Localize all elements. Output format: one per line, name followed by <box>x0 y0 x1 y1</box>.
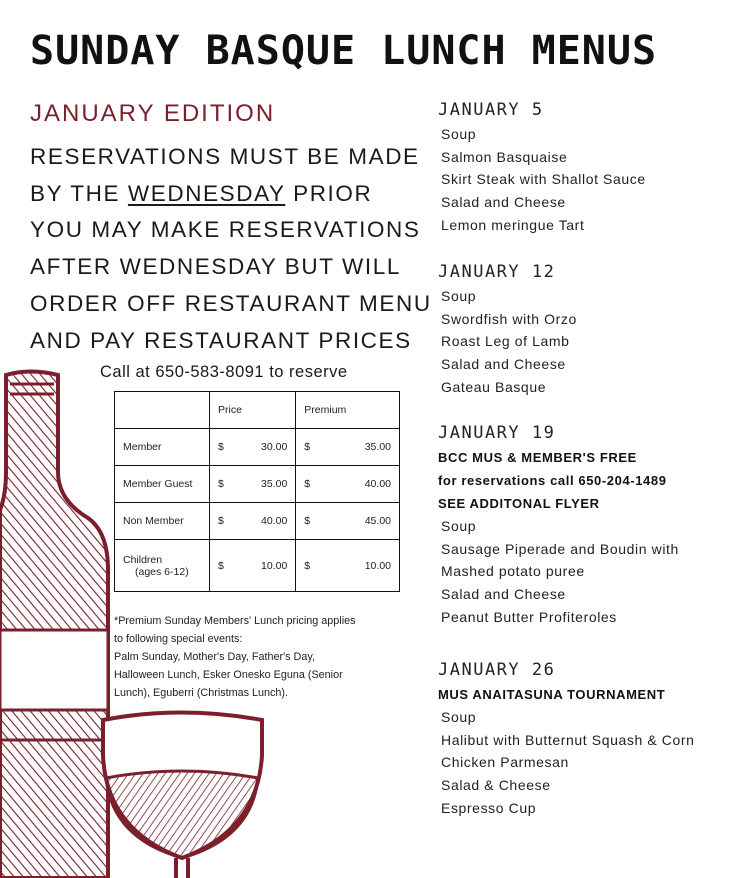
call-to-reserve: Call at 650-583-8091 to reserve <box>100 363 348 381</box>
week-date: JANUARY 26 <box>438 660 556 680</box>
menu-week-4 <box>438 660 728 820</box>
menu-item: Soup <box>441 518 477 534</box>
reservation-line-3: YOU MAY MAKE RESERVATIONS <box>30 217 421 243</box>
menu-item: Salad and Cheese <box>441 194 566 211</box>
reservation-notice <box>30 139 432 359</box>
special-note: SEE ADDITONAL FLYER <box>438 496 600 511</box>
reservation-line-5: ORDER OFF RESTAURANT MENU <box>30 290 432 316</box>
premium-pricing-note: *Premium Sunday Members' Lunch pricing applies to following special events: Palm Sunday, Mother's Day, Father's Day, Halloween Lunch, Esker Onesko Eguna (Senior Lunch), Eguberri (Christmas Lunch). <box>114 615 356 699</box>
wine-bottle-icon <box>0 372 108 878</box>
table-row <box>115 540 400 592</box>
menu-item: Salmon Basquaise <box>441 148 568 165</box>
price-cell: $ 10.00 <box>210 540 296 592</box>
row-label: Children (ages 6-12) <box>115 540 210 592</box>
price-cell: $ 35.00 <box>210 466 296 503</box>
menu-item: Soup <box>441 288 477 304</box>
price-table <box>114 391 400 592</box>
price-table-header <box>115 392 400 429</box>
table-row <box>115 429 400 466</box>
premium-cell: $ 10.00 <box>296 540 400 592</box>
menu-item: Roast Leg of Lamb <box>441 333 570 350</box>
menu-item: Sausage Piperade and Boudin with <box>441 540 679 557</box>
menu-item: Salad & Cheese <box>441 777 551 794</box>
menu-week-3 <box>438 423 728 629</box>
reservation-line-6: AND PAY RESTAURANT PRICES <box>30 327 412 353</box>
wednesday-underlined: WEDNESDAY <box>127 180 286 206</box>
edition-label: JANUARY EDITION <box>30 100 276 127</box>
menu-item: Salad and Cheese <box>441 356 566 373</box>
premium-cell: $ 45.00 <box>296 503 400 540</box>
special-note: for reservations call 650-204-1489 <box>438 473 667 488</box>
menu-item: Mashed potato puree <box>441 563 585 580</box>
week-date: JANUARY 12 <box>438 262 556 282</box>
menu-item: Soup <box>441 709 477 725</box>
menu-item: Peanut Butter Profiteroles <box>441 608 617 625</box>
menu-item: Salad and Cheese <box>441 586 566 603</box>
special-note: BCC MUS & MEMBER'S FREE <box>438 450 637 465</box>
reservation-line-2: BY THE WEDNESDAY PRIOR <box>30 180 373 206</box>
special-note: MUS ANAITASUNA TOURNAMENT <box>438 687 666 702</box>
menu-week-1 <box>438 100 728 237</box>
premium-cell: $ 40.00 <box>296 466 400 503</box>
premium-cell: $ 35.00 <box>296 429 400 466</box>
menu-item: Soup <box>441 126 477 142</box>
header-premium: Premium <box>296 392 400 429</box>
menu-item: Gateau Basque <box>441 378 547 395</box>
menu-item: Espresso Cup <box>441 799 537 816</box>
page-title: SUNDAY BASQUE LUNCH MENUS <box>30 28 658 74</box>
wine-glass-icon <box>103 713 262 878</box>
header-blank <box>115 392 210 429</box>
menu-item: Skirt Steak with Shallot Sauce <box>441 171 646 188</box>
table-row <box>115 503 400 540</box>
reservation-line-1: RESERVATIONS MUST BE MADE <box>30 144 420 169</box>
menu-week-2 <box>438 262 728 399</box>
table-row <box>115 466 400 503</box>
week-date: JANUARY 19 <box>438 423 556 443</box>
menu-item: Chicken Parmesan <box>441 754 569 771</box>
menu-item: Halibut with Butternut Squash & Corn <box>441 731 695 748</box>
header-price: Price <box>210 392 296 429</box>
row-label: Non Member <box>115 503 210 540</box>
reservation-line-4: AFTER WEDNESDAY BUT WILL <box>30 254 401 280</box>
price-cell: $ 40.00 <box>210 503 296 540</box>
week-date: JANUARY 5 <box>438 100 544 120</box>
menu-item: Lemon meringue Tart <box>441 216 585 233</box>
menu-item: Swordfish with Orzo <box>441 310 577 327</box>
row-label: Member <box>115 429 210 466</box>
price-cell: $ 30.00 <box>210 429 296 466</box>
row-label: Member Guest <box>115 466 210 503</box>
